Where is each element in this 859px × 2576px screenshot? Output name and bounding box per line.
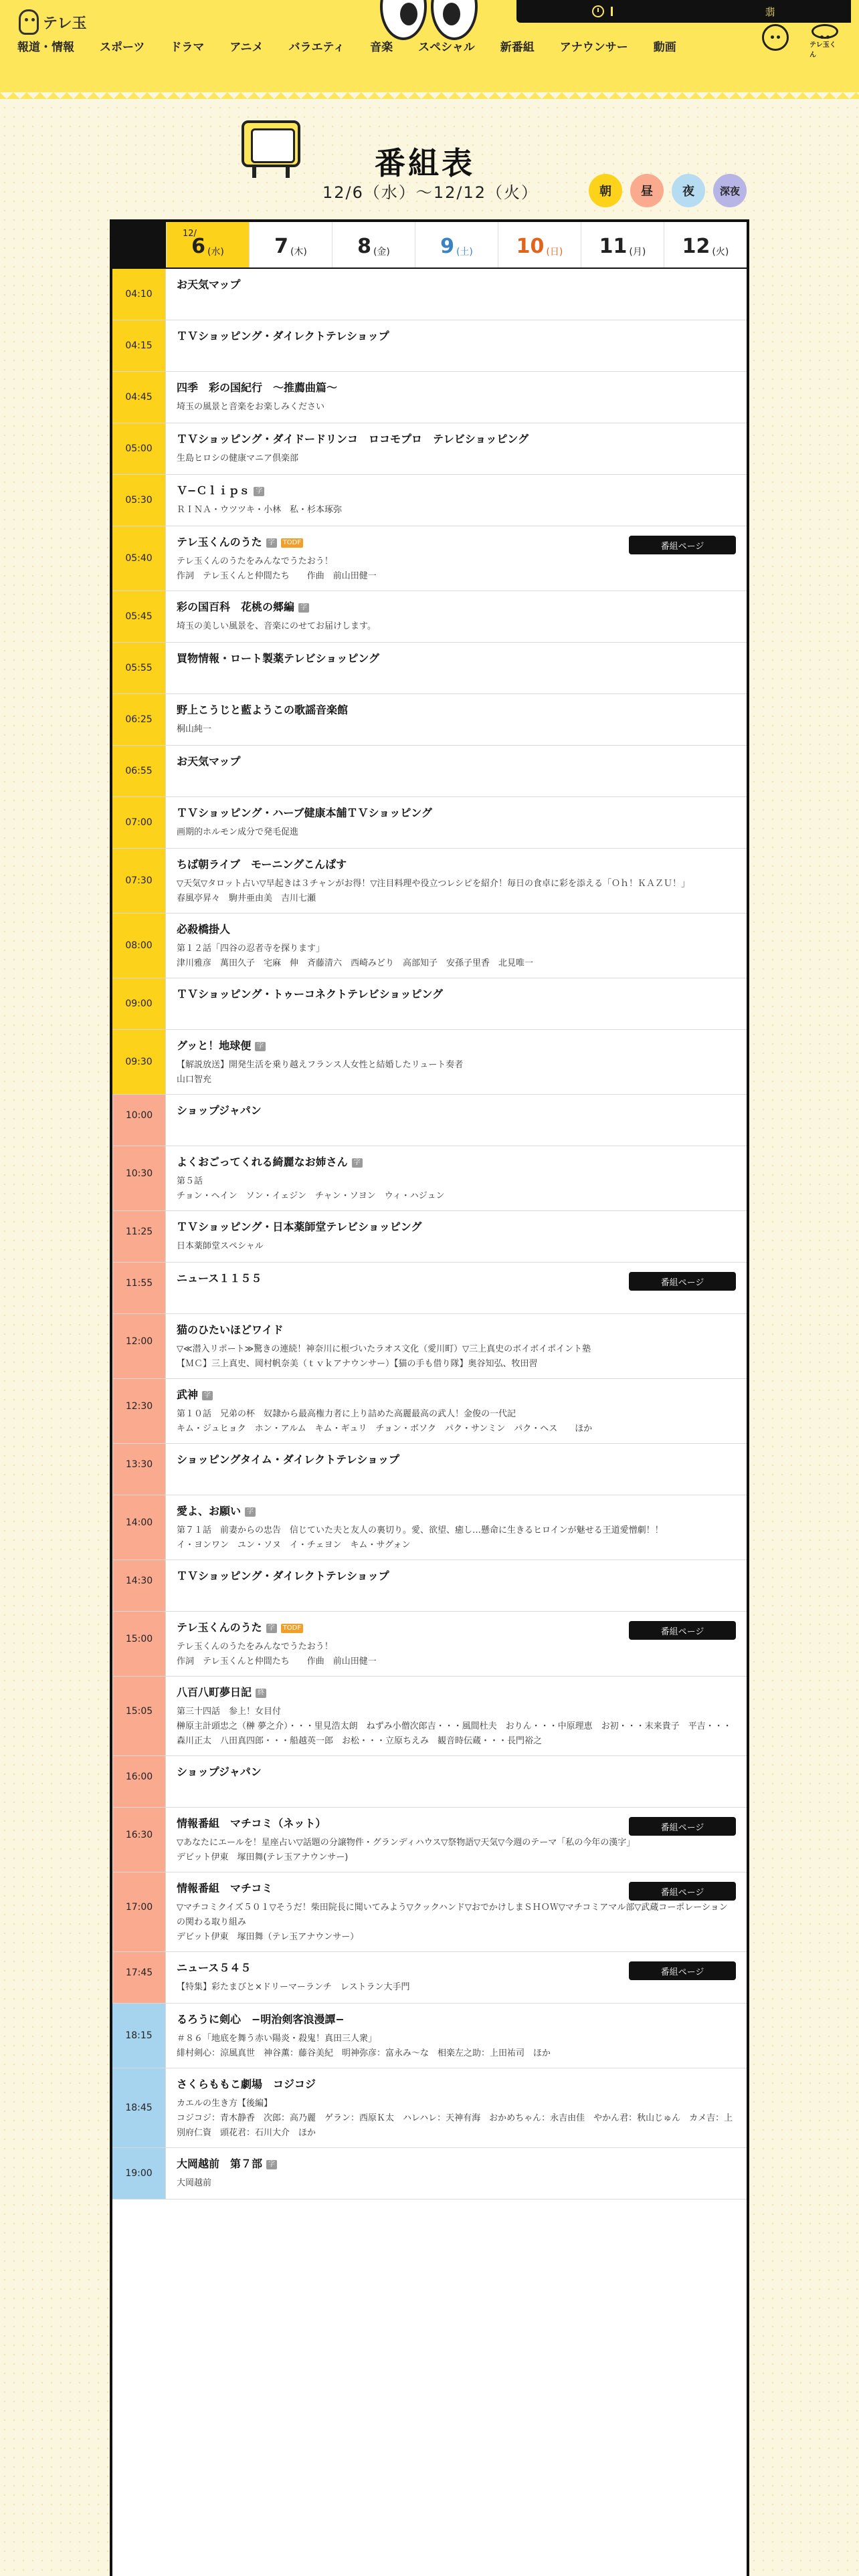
program-badge: 字 [254,487,264,496]
program-time: 04:15 [112,320,166,371]
program-time: 17:00 [112,1872,166,1951]
program-row [112,1677,747,1756]
program-title-text: テレ玉くんのうた [177,1621,262,1634]
day-tab-weekday: (月) [629,247,646,257]
program-cell[interactable] [166,1495,747,1560]
program-title[interactable] [177,2156,736,2172]
program-title[interactable] [177,1452,736,1468]
program-row [112,1612,747,1677]
program-row [112,797,747,849]
nav-item-news[interactable]: 報道・情報 [17,40,74,54]
tv-mascot-icon [237,114,304,178]
program-description-line: 桐山純一 [177,724,212,734]
program-row [112,372,747,423]
top-utility-bar [516,0,851,23]
program-time: 18:15 [112,2004,166,2068]
day-tab[interactable] [498,222,581,267]
program-description-line: 第５話 [177,1176,203,1186]
program-title[interactable] [177,328,736,344]
program-time: 13:30 [112,1444,166,1495]
day-tab[interactable] [664,222,747,267]
telletama-kun-label: テレ玉くん [809,41,836,59]
program-description [177,2032,736,2061]
program-cell[interactable] [166,423,747,474]
program-row [112,269,747,320]
program-title-text: さくらももこ劇場 コジコジ [177,2078,316,2090]
day-tab-weekday: (土) [456,247,473,257]
program-title-text: 野上こうじと藍ようこの歌謡音楽館 [177,704,349,716]
program-cell[interactable] [166,1146,747,1210]
program-time: 05:30 [112,475,166,526]
program-title-text: Ｖ−Ｃｌｉｐｓ [177,484,250,497]
day-tab-date: 11 [599,235,628,258]
day-tab-weekday: (日) [546,247,563,257]
program-description-line: 大岡越前 [177,2178,212,2188]
program-title-text: お天気マップ [177,755,241,768]
program-title[interactable] [177,380,736,396]
program-row [112,591,747,643]
program-time: 05:00 [112,423,166,474]
program-time: 10:00 [112,1095,166,1146]
program-description [177,1980,736,1995]
program-description-line: ＲＩＮＡ・ウツツキ・小林 私・杉本琢弥 [177,505,343,515]
program-description-line: 画期的ホルモン成分で発毛促進 [177,827,299,837]
program-badge: 字 [266,538,277,548]
program-cell[interactable] [166,1952,747,2003]
program-time: 05:40 [112,526,166,591]
time-of-day-selector [589,174,747,207]
program-title[interactable] [177,1685,736,1701]
program-title-text: お天気マップ [177,278,241,291]
program-cell[interactable] [166,1211,747,1262]
program-title-text: ショップジャパン [177,1765,262,1778]
program-row [112,694,747,746]
day-tab[interactable] [166,222,249,267]
program-description-line: ▽あなたにエールを！星座占い▽話題の分譲物件・グランディハウス▽祭物語▽天気▽今週のテーマ「私の今年の漢字」 [177,1838,636,1848]
program-description [177,503,736,518]
telletama-kun-icon[interactable] [809,24,840,59]
program-description-line: ▽マチコミクイズ５０１▽そうだ！柴田院長に聞いてみよう▽クックハンド▽おでかけしまＳＨＯＷ▽マチコミアマル部▽武蔵コーポレーションの関わる取り組み [177,1903,728,1927]
program-time: 07:30 [112,849,166,913]
program-title[interactable] [177,431,736,447]
program-row [112,1211,747,1263]
program-time: 14:00 [112,1495,166,1560]
program-description [177,1705,736,1749]
program-description-line: 山口智充 [177,1075,212,1085]
program-description [177,619,736,634]
program-title-text: ＴＶショッピング・ダイレクトテレショップ [177,1570,389,1582]
program-title[interactable] [177,1219,736,1235]
program-time: 19:00 [112,2148,166,2199]
program-description [177,1342,736,1372]
program-cell[interactable] [166,1756,747,1807]
program-description [177,400,736,415]
program-cell[interactable] [166,2004,747,2068]
program-row [112,475,747,526]
program-row [112,1560,747,1612]
program-cell[interactable] [166,1379,747,1443]
program-description [177,451,736,466]
program-cell[interactable] [166,643,747,693]
program-row [112,1314,747,1379]
date-range: 12/6（水）〜12/12（火） [322,183,539,202]
program-page-button[interactable]: 番組ページ [629,1961,736,1980]
nav-item-announcer[interactable]: アナウンサー [559,40,628,54]
program-title-text: 買物情報・ロート製薬テレビショッピング [177,652,380,665]
mascot-link-icon[interactable] [760,24,791,59]
program-title-text: 猫のひたいほどワイド [177,1323,284,1336]
program-list [112,269,747,2199]
main-nav [17,36,702,55]
program-description-line: デビット伊東 塚田舞（テレ玉アナウンサー） [177,1932,359,1942]
day-tab-weekday: (木) [290,247,307,257]
program-cell[interactable] [166,2148,747,2199]
program-title[interactable] [177,1503,736,1519]
topbar-divider [611,7,613,16]
program-description [177,825,736,840]
program-title[interactable] [177,1568,736,1584]
program-title[interactable] [177,651,736,667]
program-title-text: ＴＶショッピング・ダイレクトテレショップ [177,330,389,342]
program-description-line: 作詞 テレ玉くんと仲間たち 作曲 前山田健一 [177,1656,377,1667]
program-cell[interactable] [166,1095,747,1146]
program-row [112,320,747,372]
program-badge: 字 [352,1158,363,1168]
program-row [112,746,747,797]
program-title-text: 大岡越前 第７部 [177,2157,263,2170]
program-row [112,1495,747,1560]
header-icons [760,24,840,59]
program-time: 04:45 [112,372,166,423]
program-time: 04:10 [112,269,166,320]
program-description [177,554,736,584]
program-time: 17:45 [112,1952,166,2003]
program-time: 12:30 [112,1379,166,1443]
program-badge: 字 [266,1624,277,1633]
program-title-text: ニュース１１５５ [177,1272,262,1285]
day-tab[interactable] [415,222,498,267]
program-description-line: 第７１話 前妻からの忠告 信じていた夫と友人の裏切り。愛、欲望、癒し…懸命に生きるヒロインが魅せる王道愛憎劇！！ [177,1525,664,1535]
program-cell[interactable] [166,526,747,591]
program-cell[interactable] [166,797,747,848]
program-description [177,1640,736,1669]
program-row [112,1872,747,1952]
program-row [112,2004,747,2068]
schedule-title-area [0,107,859,207]
day-tab-weekday: (火) [712,247,729,257]
program-time: 14:30 [112,1560,166,1611]
day-tab-month: 12/ [183,229,197,239]
program-row [112,2148,747,2199]
program-description [177,1407,736,1436]
day-tab-date: 7 [274,235,288,258]
program-cell[interactable] [166,1560,747,1611]
program-time: 05:55 [112,643,166,693]
program-cell[interactable] [166,1444,747,1495]
program-description-line: 埼玉の美しい風景を、音楽にのせてお届けします。 [177,621,376,631]
program-description-line: 緋村剣心：涼風真世 神谷薫：藤谷美紀 明神弥彦：富永み〜な 相楽左之助：上田祐司 ほか [177,2048,551,2058]
day-tabs [112,222,747,269]
program-description [177,722,736,737]
program-cell[interactable] [166,269,747,320]
program-cell[interactable] [166,1314,747,1378]
program-description-line: 津川雅彦 萬田久子 宅麻 伸 斉藤清六 西崎みどり 高部知子 安孫子里香 北見唯一 [177,958,534,968]
program-description [177,2097,736,2141]
program-page-button[interactable]: 番組ページ [629,1621,736,1640]
program-description [177,1901,736,1945]
program-cell[interactable] [166,372,747,423]
program-row [112,643,747,694]
program-page-button[interactable]: 番組ページ [629,1272,736,1291]
program-time: 10:30 [112,1146,166,1210]
time-of-day-button[interactable]: 朝 [589,174,622,207]
program-title-text: 情報番組 マチコミ（ネット） [177,1817,326,1830]
program-description-line: 【特集】彩たまびと×ドリーマーランチ レストラン大手門 [177,1982,410,1992]
program-time: 15:00 [112,1612,166,1676]
program-description-line: カエルの生き方【後編】 [177,2099,273,2109]
program-title[interactable] [177,599,736,615]
program-description-line: 第三十四話 参上！女目付 [177,1707,282,1717]
program-description [177,2176,736,2191]
nav-item-special[interactable]: スペシャル [418,40,475,54]
program-time: 08:00 [112,914,166,978]
program-description [177,877,736,906]
program-description [177,1836,736,1865]
program-row [112,1756,747,1808]
program-description-line: 【解説放送】開発生活を乗り越えフランス人女性と結婚したリュート奏者 [177,1060,464,1070]
topbar-text[interactable]: 翡 [765,5,775,18]
program-row [112,526,747,591]
day-tab-date: 12 [682,235,710,258]
program-badge: TODF [281,1624,303,1633]
program-badge: 字 [298,603,309,613]
program-time: 12:00 [112,1314,166,1378]
time-of-day-button[interactable]: 昼 [630,174,664,207]
program-title[interactable] [177,805,736,821]
day-tab-weekday: (水) [207,247,224,257]
program-time: 06:55 [112,746,166,796]
program-description-line: テレ玉くんのうたをみんなでうたおう！ [177,556,333,566]
program-page-button[interactable]: 番組ページ [629,1882,736,1901]
program-description-line: チョン・ヘイン ソン・イェジン チャン・ソヨン ウィ・ハジュン [177,1191,445,1201]
program-time: 18:45 [112,2068,166,2147]
program-description-line: 第１２話「四谷の忍者寺を探ります」 [177,944,325,954]
program-title[interactable] [177,1154,736,1170]
program-title-text: 武神 [177,1388,199,1401]
program-title-text: よくおごってくれる綺麗なお姉さん [177,1156,348,1168]
program-badge: 字 [202,1391,213,1400]
program-time: 06:25 [112,694,166,745]
program-title-text: るろうに剣心 −明治剣客浪漫譚− [177,2013,345,2026]
program-title-text: ショッピングタイム・ダイレクトテレショップ [177,1453,400,1466]
page-title: 番組表 [375,145,475,181]
program-title[interactable] [177,702,736,718]
day-tab[interactable] [249,222,332,267]
program-description-line: テレ玉くんのうたをみんなでうたおう！ [177,1642,333,1652]
program-cell[interactable] [166,1808,747,1872]
program-cell[interactable] [166,475,747,526]
program-description-line: 春風亭昇々 駒井亜由美 吉川七瀬 [177,893,316,903]
program-description-line: 埼玉の風景と音楽をお楽しみください [177,402,325,412]
program-cell[interactable] [166,1263,747,1313]
program-description-line: キム・ジュヒョク ホン・アルム キム・ギュリ チョン・ボソク パク・サンミン パク・ヘス ほか [177,1424,593,1434]
program-row [112,1030,747,1095]
program-title-text: 彩の国百科 花桃の郷編 [177,601,295,613]
program-time: 05:45 [112,591,166,642]
day-tab-date: 10 [516,235,545,258]
program-title-text: ＴＶショッピング・トゥーコネクトテレビショッピング [177,988,444,1000]
program-page-button[interactable]: 番組ページ [629,536,736,554]
program-title-text: ＴＶショッピング・ハーブ健康本舗ＴＶショッピング [177,807,432,819]
program-description-line: 生島ヒロシの健康マニア倶楽部 [177,453,299,463]
program-description-line: デビット伊東 塚田舞(テレ玉アナウンサー) [177,1852,349,1862]
program-description-line: ▽≪潜入リポート≫驚きの連続！神奈川に根づいたラオス文化（愛川町）▽三上真史のボイボイポイント塾 [177,1344,591,1354]
program-row [112,1952,747,2004]
day-tab-weekday: (金) [373,247,390,257]
program-description-line: 日本薬師堂スペシャル [177,1241,264,1251]
program-cell[interactable] [166,1612,747,1676]
time-of-day-button[interactable]: 夜 [672,174,705,207]
program-cell[interactable] [166,2068,747,2147]
time-of-day-button[interactable]: 深夜 [713,174,747,207]
day-tab-date: 9 [440,235,454,258]
program-title-text: 八百八町夢日記 [177,1686,252,1699]
program-description [177,1174,736,1204]
program-description-line: ▽天気▽タロット占い▽早起きは３チャンがお得！▽注目料理や役立つレシピを紹介！毎日の食卓に彩を添える「Ｏｈ！ＫＡＺＵ！」 [177,879,690,889]
program-time: 09:30 [112,1030,166,1094]
program-title-text: ＴＶショッピング・日本薬師堂テレビショッピング [177,1220,422,1233]
program-time: 16:30 [112,1808,166,1872]
program-title-text: グッと！地球便 [177,1039,252,1052]
program-title[interactable] [177,2076,736,2092]
program-schedule-table [110,219,749,2576]
program-cell[interactable] [166,1872,747,1951]
program-row [112,1379,747,1444]
program-title-text: 四季 彩の国紀行 〜推薦曲篇〜 [177,381,338,394]
program-title-text: 情報番組 マチコミ [177,1882,273,1895]
program-cell[interactable] [166,591,747,642]
program-cell[interactable] [166,978,747,1029]
program-row [112,1263,747,1314]
program-row [112,978,747,1030]
program-description-line: イ・ヨンワン ユン・ソヌ イ・チェヨン キム・サグォン [177,1540,411,1550]
nav-item-music[interactable]: 音楽 [370,40,393,54]
program-description-line: 作詞 テレ玉くんと仲間たち 作曲 前山田健一 [177,571,377,581]
program-title-text: ＴＶショッピング・ダイドードリンコ ロコモプロ テレビショッピング [177,433,529,445]
table-corner [112,222,166,267]
program-page-button[interactable]: 番組ページ [629,1817,736,1836]
nav-item-anime[interactable]: アニメ [229,40,264,54]
program-title[interactable] [177,857,736,873]
program-badge: 終 [256,1689,266,1698]
program-time: 07:00 [112,797,166,848]
program-time: 09:00 [112,978,166,1029]
program-badge: 字 [266,2160,277,2169]
program-title-text: 必殺橋掛人 [177,923,231,936]
program-badge: 字 [255,1042,266,1051]
program-title[interactable] [177,1764,736,1780]
program-row [112,1095,747,1146]
program-title-text: テレ玉くんのうた [177,536,262,548]
telletama-mascot-icon [19,9,39,35]
program-cell[interactable] [166,849,747,913]
program-title[interactable] [177,1103,736,1119]
program-description [177,1058,736,1087]
program-time: 16:00 [112,1756,166,1807]
program-description-line: コジコジ：青木静香 次郎：高乃麗 ゲラン：西原Ｋ太 ハレハレ：天神有海 おかめちゃん：永吉由佳 やかん君：秋山じゅん カメ吉：上別府仁資 頭花君：石川大介 ほか [177,2113,733,2138]
program-time: 11:25 [112,1211,166,1262]
program-description [177,1523,736,1553]
program-title[interactable] [177,277,736,293]
program-cell[interactable] [166,320,747,371]
program-cell[interactable] [166,1677,747,1755]
program-row [112,849,747,914]
program-title-text: ニュース５４５ [177,1961,252,1974]
program-description-line: ＃８６「地底を舞う赤い陽炎・殺鬼！真田三人衆」 [177,2034,377,2044]
program-title[interactable] [177,2012,736,2028]
program-title[interactable] [177,1322,736,1338]
program-badge: 字 [245,1507,256,1517]
day-tab[interactable] [581,222,664,267]
program-time: 11:55 [112,1263,166,1313]
program-description [177,1239,736,1254]
program-time: 15:05 [112,1677,166,1755]
day-tab-date: 6 [191,235,205,258]
program-description-line: 【ＭＣ】三上真史、岡村帆奈美（ｔｖｋアナウンサー）【猫の手も借り隊】奥谷知弘、牧田習 [177,1359,538,1369]
nav-item-sports[interactable]: スポーツ [100,40,145,54]
program-title-text: ショップジャパン [177,1104,262,1117]
program-title[interactable] [177,922,736,938]
program-description [177,942,736,971]
nav-item-new[interactable]: 新番組 [500,40,535,54]
nav-item-drama[interactable]: ドラマ [170,40,205,54]
program-row [112,2068,747,2148]
program-description-line: 榊原主計頭忠之（榊 夢之介）・・・里見浩太朗 ねずみ小僧次郎吉・・・風間杜夫 おりん・・・中原理恵 お初・・・末来貴子 平吉・・・森川正太 八田真四郎・・・船越英一郎 お松・・・立原ちえみ 観音時伝蔵・・・長門裕之 [177,1721,732,1746]
site-logo[interactable] [19,9,87,35]
program-title[interactable] [177,986,736,1002]
program-title-text: ちば朝ライブ モーニングこんぱす [177,858,347,871]
program-title[interactable] [177,754,736,770]
program-title[interactable] [177,1038,736,1054]
program-row [112,1808,747,1872]
program-row [112,1444,747,1495]
program-description-line: 第１０話 兄弟の杯 奴隷から最高権力者に上り詰めた高麗最高の武人！金俊の一代記 [177,1409,516,1419]
program-row [112,423,747,475]
program-title[interactable] [177,1387,736,1403]
site-header [0,0,859,99]
program-badge: TODF [281,538,303,548]
logo-text: テレ玉 [43,15,87,32]
nav-item-variety[interactable]: バラエティ [288,40,345,54]
clock-icon[interactable] [592,5,604,17]
program-cell[interactable] [166,746,747,796]
day-tab[interactable] [332,222,415,267]
program-cell[interactable] [166,1030,747,1094]
program-row [112,1146,747,1211]
nav-item-video[interactable]: 動画 [653,40,676,54]
program-cell[interactable] [166,694,747,745]
program-cell[interactable] [166,914,747,978]
program-row [112,914,747,978]
program-title-text: 愛よ、お願い [177,1505,242,1517]
day-tab-date: 8 [357,235,371,258]
program-title[interactable] [177,483,736,499]
